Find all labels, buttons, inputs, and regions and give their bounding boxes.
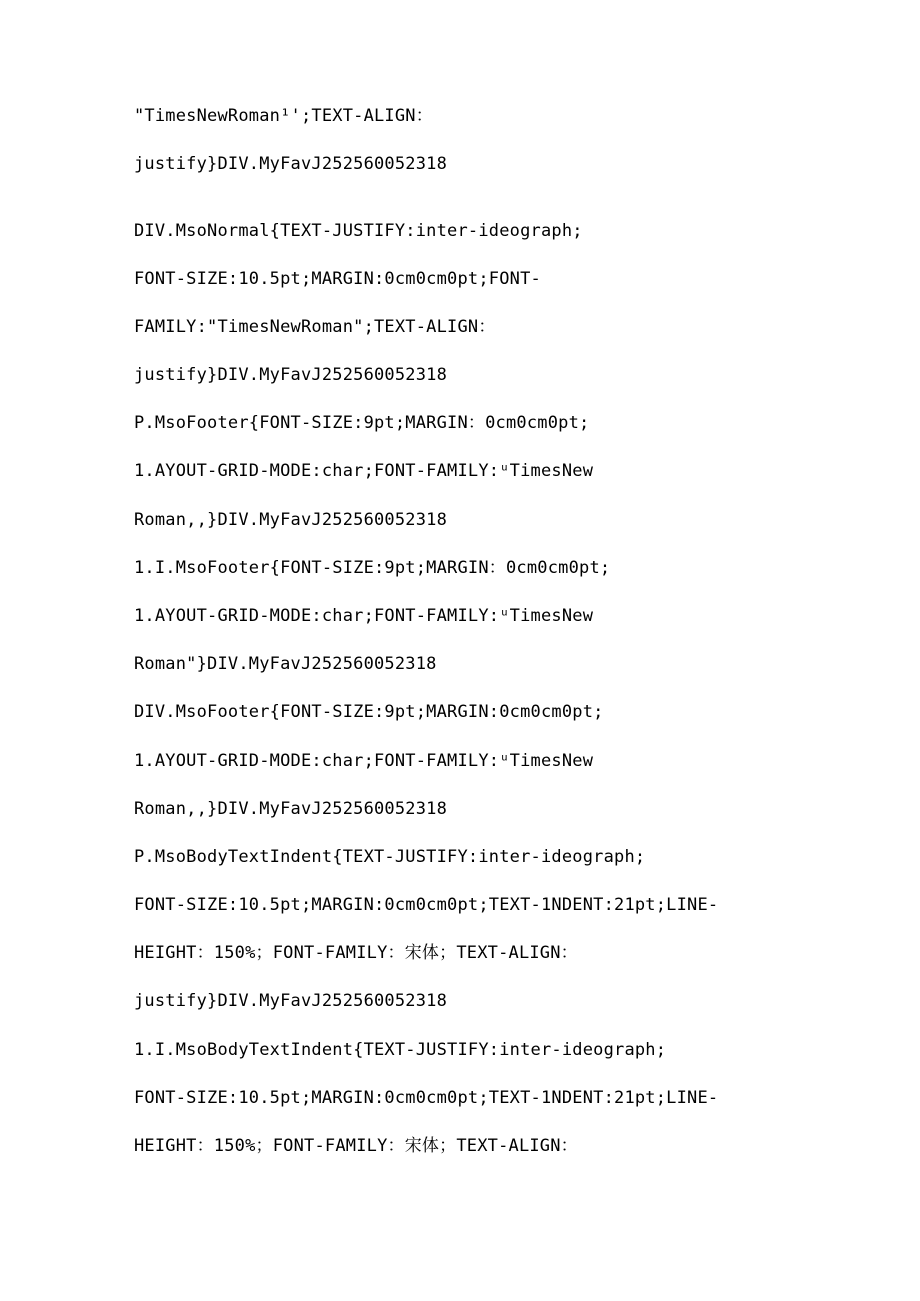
text-line: P.MsoFooter{FONT-SIZE:9pt;MARGIN：0cm0cm0pt; bbox=[134, 413, 590, 433]
text-line: "TimesNewRoman¹';TEXT-ALIGN： bbox=[134, 106, 433, 126]
text-line: FONT-SIZE:10.5pt;MARGIN:0cm0cm0pt;FONT- bbox=[134, 269, 541, 289]
text-line: 1.I.MsoBodyTextIndent{TEXT-JUSTIFY:inter-ideograph; bbox=[134, 1040, 667, 1060]
text-line: HEIGHT：150%；FONT-FAMILY：宋体；TEXT-ALIGN： bbox=[134, 1136, 578, 1156]
text-line: 1.AYOUT-GRID-MODE:char;FONT-FAMILY:ᵘTimesNew bbox=[134, 606, 594, 626]
text-line: 1.I.MsoFooter{FONT-SIZE:9pt;MARGIN：0cm0cm0pt; bbox=[134, 558, 611, 578]
text-line: DIV.MsoNormal{TEXT-JUSTIFY:inter-ideograph; bbox=[134, 221, 583, 241]
text-line: FAMILY:"TimesNewRoman";TEXT-ALIGN： bbox=[134, 317, 496, 337]
text-line: FONT-SIZE:10.5pt;MARGIN:0cm0cm0pt;TEXT-1NDENT:21pt;LINE- bbox=[134, 895, 719, 915]
text-line: justify}DIV.MyFavJ252560052318 bbox=[134, 154, 448, 174]
text-line: justify}DIV.MyFavJ252560052318 bbox=[134, 991, 448, 1011]
text-line: 1.AYOUT-GRID-MODE:char;FONT-FAMILY:ᵘTimesNew bbox=[134, 461, 594, 481]
text-line: justify}DIV.MyFavJ252560052318 bbox=[134, 365, 448, 385]
text-line: FONT-SIZE:10.5pt;MARGIN:0cm0cm0pt;TEXT-1NDENT:21pt;LINE- bbox=[134, 1088, 719, 1108]
text-line: Roman,,}DIV.MyFavJ252560052318 bbox=[134, 510, 448, 530]
text-line: 1.AYOUT-GRID-MODE:char;FONT-FAMILY:ᵘTimesNew bbox=[134, 751, 594, 771]
text-line: Roman,,}DIV.MyFavJ252560052318 bbox=[134, 799, 448, 819]
text-line: Roman"}DIV.MyFavJ252560052318 bbox=[134, 654, 437, 674]
text-line: HEIGHT：150%；FONT-FAMILY：宋体；TEXT-ALIGN： bbox=[134, 943, 578, 963]
text-line: P.MsoBodyTextIndent{TEXT-JUSTIFY:inter-ideograph; bbox=[134, 847, 646, 867]
text-line: DIV.MsoFooter{FONT-SIZE:9pt;MARGIN:0cm0cm0pt; bbox=[134, 702, 604, 722]
